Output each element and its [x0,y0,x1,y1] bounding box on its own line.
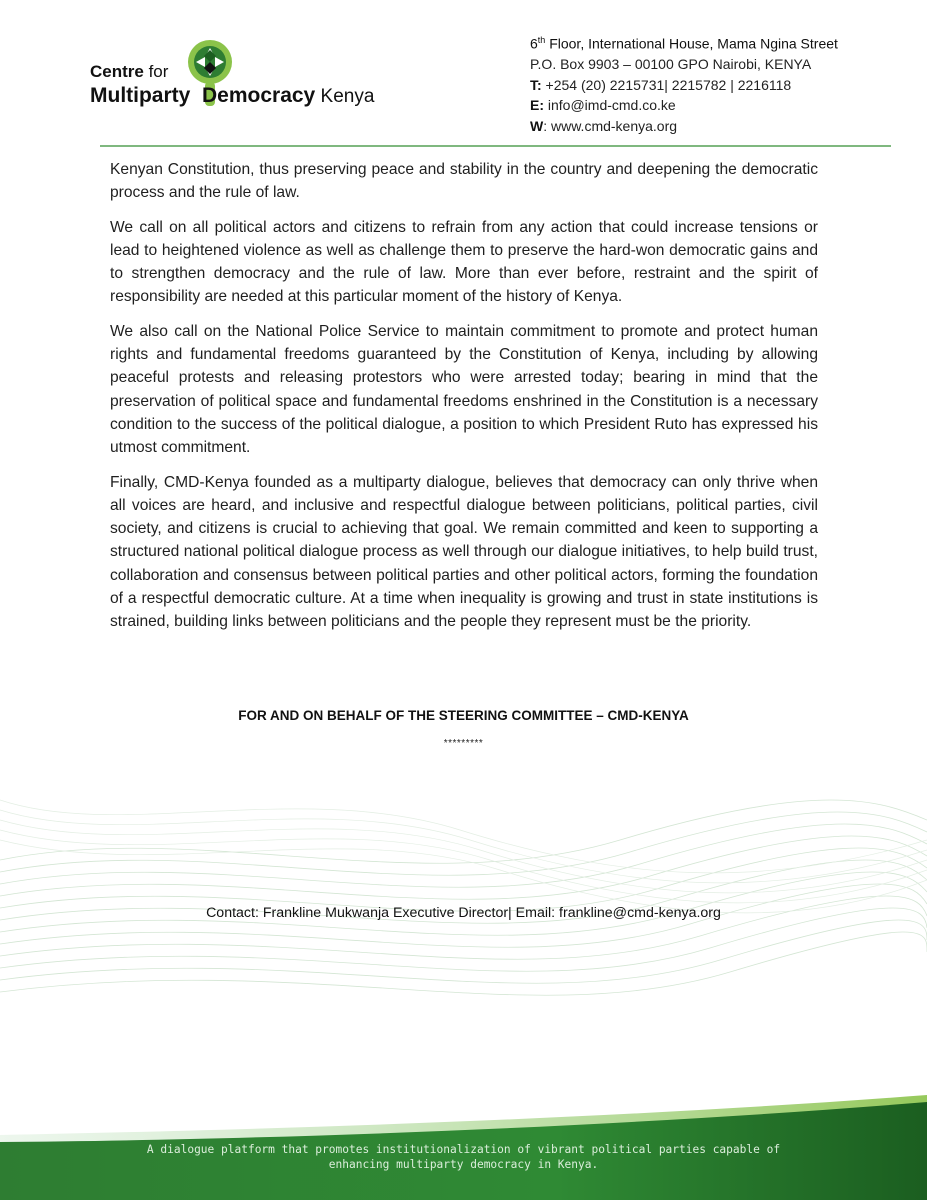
address-floor [530,30,838,54]
email-label: E: [530,97,544,114]
logo-kenya: Kenya [315,86,375,107]
logo-for: for [143,62,169,81]
web-label: W [530,117,544,134]
logo-text-line2 [90,84,374,108]
phone-label: T: [530,76,542,93]
logo-multiparty-democracy: Multiparty Democracy [90,84,316,107]
paragraph: Kenyan Constitution, thus preserving peace and stability in the country and deepening the democratic process and the rule of law. [110,161,818,202]
floor-suffix: th [537,35,546,45]
letter-body [110,158,818,645]
address-web [530,116,838,137]
cmd-kenya-logo [90,38,400,110]
paragraph: Finally, CMD-Kenya founded as a multiparty dialogue, believes that democracy can only thrive when all voices are heard, and inclusive and respectful dialogue between politicians, political parties, civil society, and citizens is crucial to achieving that goal. We remain committed and keen to supporting a structured national political dialogue process as well through our dialogue initiatives, to help build trust, collaboration and consensus between political parties and other political actors, forming the foundation of a respectful democratic culture. At a time when inequality is growing and trust in state institutions is strained, building links between politicians and the people they represent must be the priority. [110,473,818,631]
contact-line: Contact: Frankline Mukwanja Executive Director| Email: frankline@cmd-kenya.org [206,905,721,921]
floor-street: Floor, International House, Mama Ngina Street [545,35,838,52]
paragraph: We call on all political actors and citizens to refrain from any action that could increase tensions or lead to heightened violence as well as challenge them to preserve the hard-won democratic gains and to strengthen democracy and the rule of law. More than ever before, restraint and the spirit of responsibility are needed at this particular moment of the history of Kenya. [110,218,818,306]
address-email [530,95,838,116]
footer-tagline [0,1143,927,1172]
address-phone [530,75,838,96]
phone-value: +254 (20) 2215731| 2215782 | 2216118 [541,76,792,93]
floor-number: 6 [530,35,538,52]
address-block [530,30,838,136]
footer-line2: enhancing multiparty democracy in Kenya. [328,1157,599,1171]
address-po-box: P.O. Box 9903 – 00100 GPO Nairobi, KENYA [530,56,812,73]
logo-centre: Centre [90,62,144,81]
footer-line1: A dialogue platform that promotes institutionalization of vibrant political parties capable of [146,1143,781,1156]
email-value[interactable]: info@imd-cmd.co.ke [544,97,676,114]
logo-text-line1 [90,62,168,82]
web-value[interactable]: : www.cmd-kenya.org [543,117,678,134]
signoff-heading: FOR AND ON BEHALF OF THE STEERING COMMITTEE – CMD-KENYA [238,708,689,723]
separator-stars: ********* [443,738,484,749]
header-divider [100,145,891,147]
paragraph: We also call on the National Police Service to maintain commitment to promote and protect human rights and fundamental freedoms guaranteed by the Constitution of Kenya, including by allowing peaceful protests and releasing protestors who were arrested today; bearing in mind that the preservation of political space and fundamental freedoms enshrined in the Constitution is a necessary condition to the success of the political dialogue, a position to which President Ruto has expressed his utmost commitment. [110,322,818,457]
